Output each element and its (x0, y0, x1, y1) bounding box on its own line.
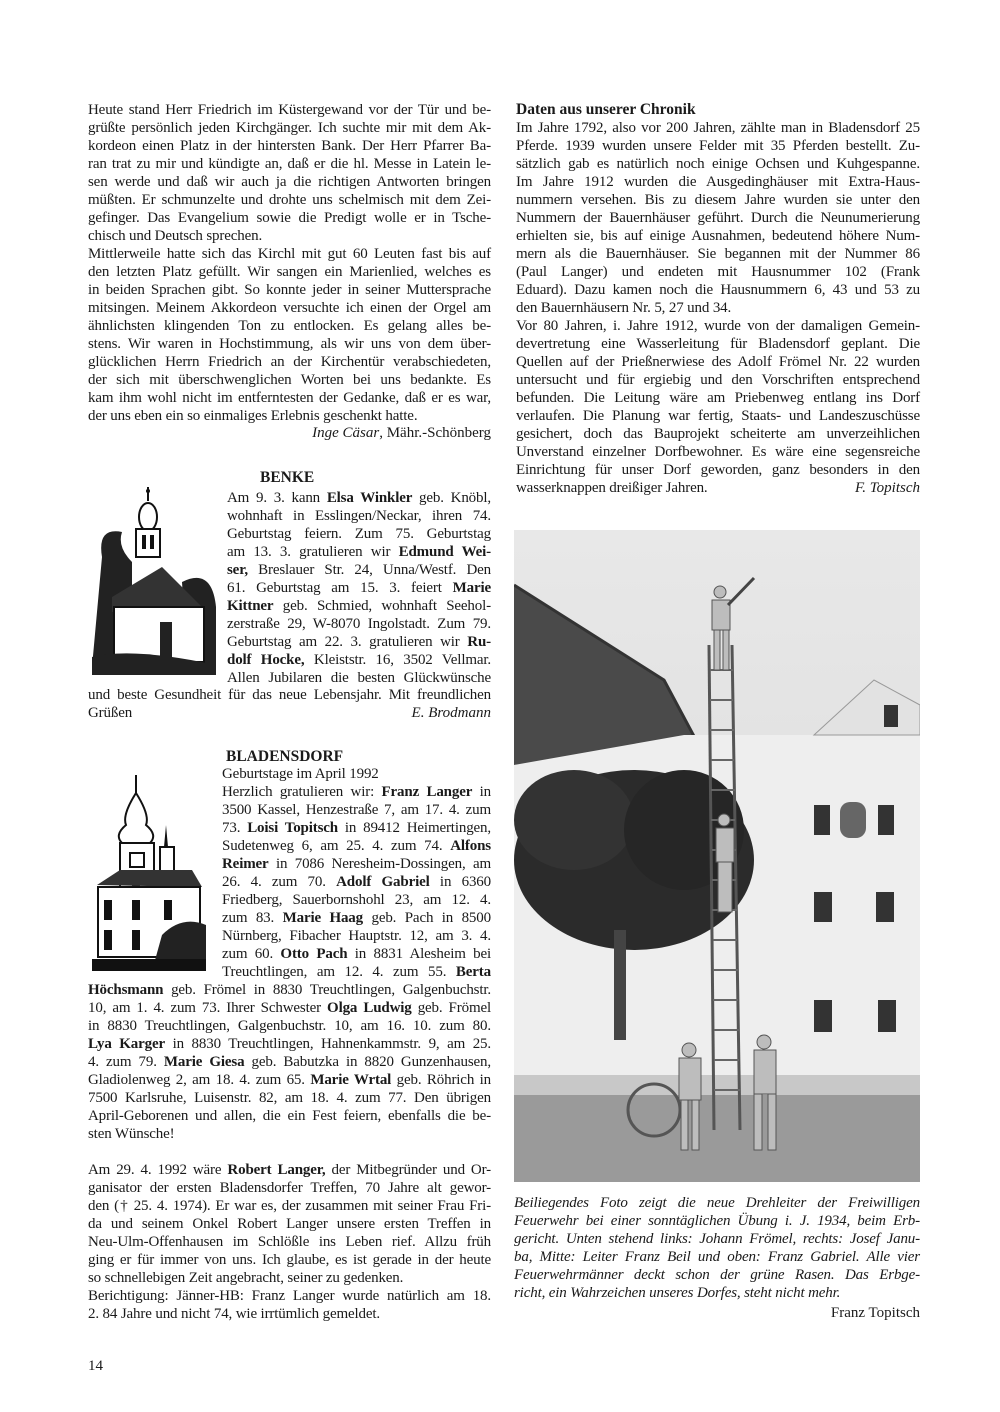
text-line (88, 999, 491, 1017)
text-run: geb. Frömel in 8830 Treuchtlingen, Galgenbuchstr. (163, 982, 491, 998)
text-line (222, 909, 491, 927)
text-run: den († 25. 4. 1974). Er war es, der zusammen mit seiner Frau Fri- (88, 1198, 491, 1214)
text-line (88, 191, 491, 209)
bladensdorf-birthday-text-continued (88, 981, 491, 1143)
text-run: 7500 Karlsruhe, Luisenstr. 82, am 18. 4. zum 77. Den übrigen (88, 1090, 491, 1106)
text-line (88, 245, 491, 263)
text-run: sen werde und daß wir auch ja die richtigen Antworten bringen (88, 174, 491, 190)
text-run: Treuchtlingen, am 12. 4. zum 55. (222, 964, 456, 980)
text-line (516, 245, 920, 263)
text-line (88, 389, 491, 407)
text-line (88, 353, 491, 371)
text-line (222, 819, 491, 837)
text-run: Feuerwehr bei einer sonntäglichen Übung i. J. 1934, beim Erb- (514, 1213, 920, 1229)
text-run: wohnhaft in Esslingen/Neckar, ihren 74. (227, 508, 491, 524)
bold-name: Edmund Wei- (398, 544, 491, 560)
text-run: geb. Frömel (411, 1000, 491, 1016)
text-line (516, 461, 920, 479)
text-line (88, 209, 491, 227)
text-line (88, 1251, 491, 1269)
text-line (88, 1305, 491, 1323)
bold-name: Marie Haag (282, 910, 364, 926)
bold-name: Marie Wrtal (310, 1072, 392, 1088)
text-line (88, 1017, 491, 1035)
text-run: Allen Jubilaren die besten Glückwünsche (227, 670, 491, 686)
text-line (88, 1161, 491, 1179)
text-line (227, 633, 491, 651)
text-line (516, 281, 920, 299)
text-run: der sich mit überschwenglichen Worten bei uns bedankte. Es (88, 372, 491, 388)
text-run: zum 83. (222, 910, 283, 926)
text-line (88, 981, 491, 999)
bold-name: Lya Karger (88, 1036, 166, 1052)
bold-name: Robert Langer, (227, 1162, 326, 1178)
text-run: gericht. Unten stehend links: Johann Frömel, rechts: Josef Janu- (514, 1231, 920, 1247)
text-line (514, 1266, 920, 1284)
text-line (227, 543, 491, 561)
text-run: Kleiststr. 16, 3502 Vellmar. (304, 652, 491, 668)
text-run: Feuerwehrmänner deckt schon der grüne Rasen. Das Erbge- (514, 1267, 920, 1283)
photo-caption (514, 1194, 920, 1302)
text-run: stens. Wir waren in Hochstimmung, als wir uns von dem über- (88, 336, 491, 352)
text-line (516, 191, 920, 209)
text-line (516, 407, 920, 425)
text-run: den letzten Platz gefüllt. Wir sangen ein Marienlied, welches es (88, 264, 491, 280)
text-run: wasserknappen dreißiger Jahren. (516, 480, 708, 496)
text-run: Im Jahre 1912 wurden die Ausgedinghäuser mit Extra-Haus- (516, 174, 920, 190)
text-line (88, 281, 491, 299)
text-run: erhielten sie, bis auf einige Ausnahmen, bedeutend höhere Num- (516, 228, 920, 244)
text-run: müßten. Er schmunzelte und drohte uns schelmisch mit dem Zei- (88, 192, 491, 208)
chronik-text (516, 119, 920, 497)
text-run: Sudetenweg 6, am 25. 4. zum 74. (222, 838, 451, 854)
bold-name: Ru- (467, 634, 491, 650)
text-line (222, 891, 491, 909)
benke-signature-name: E. Brodmann (411, 705, 491, 721)
text-run: ran trat zu mir und kündigte an, daß er die hl. Messe in Latein le- (88, 156, 491, 172)
text-run: Berichtigung: Jänner-HB: Franz Langer wurde natürlich am 18. (88, 1288, 491, 1304)
chronik-heading: Daten aus unserer Chronik (516, 101, 696, 118)
benke-birthday-text (227, 489, 491, 687)
text-line (516, 335, 920, 353)
text-run: ähnlichsten klingenden Ton zu entlocken. Es gelang alles be- (88, 318, 491, 334)
text-line (516, 353, 920, 371)
text-run: den Bauernhäusern Nr. 5, 27 und 34. (516, 300, 732, 316)
bladensdorf-heading: BLADENSDORF (226, 748, 344, 765)
text-run: geb. Pach in 8500 (363, 910, 491, 926)
text-run: Grüßen (88, 705, 133, 721)
bladensdorf-church-illustration (92, 775, 206, 971)
text-line (88, 686, 491, 704)
text-run: devertretung eine Wasserleitung für Bladensdorf geplant. Die (516, 336, 920, 352)
text-run: 10, am 1. 4. zum 73. Ihrer Schwester (88, 1000, 328, 1016)
text-line (88, 371, 491, 389)
text-run: Eduard). Dazu kamen noch die Hausnummern 6, 43 und 53 zu (516, 282, 920, 298)
text-line (227, 597, 491, 615)
text-line (222, 783, 491, 801)
text-run: Geburtstag feiern. Zum 75. Geburtstag (227, 526, 491, 542)
bold-name: Loisi Topitsch (247, 820, 338, 836)
text-run: (Paul Langer) und endeten mit Hausnummer 102 (Frank (516, 264, 920, 280)
text-line (222, 837, 491, 855)
text-run: Nürnberg, Fibacher Hauptstr. 12, am 3. 4. (222, 928, 491, 944)
benke-chapel-illustration (92, 487, 216, 675)
text-run: Friedberg, Sauerbornshohl 23, am 12. 4. (222, 892, 491, 908)
text-line (88, 119, 491, 137)
text-run: in 89412 Heimertingen, (338, 820, 492, 836)
text-run: ganisator der ersten Bladensdorfer Treffen, 70 Jahre alt gewor- (88, 1180, 491, 1196)
text-run: Geburtstag am 22. 3. gratulieren wir (227, 634, 468, 650)
text-run: Heute stand Herr Friedrich im Küstergewand vor der Tür und be- (88, 102, 491, 118)
text-line (222, 873, 491, 891)
bold-name: Berta (455, 964, 491, 980)
text-line (516, 371, 920, 389)
text-line (516, 173, 920, 191)
text-run: geb. Babutzka in 8820 Gunzenhausen, (244, 1054, 491, 1070)
text-run: 61. Geburtstag am 15. 3. feiert (227, 580, 453, 596)
text-run: Mittlerweile hatte sich das Kirchl mit gut 60 Leuten fast bis auf (88, 246, 491, 262)
chronik-signature (516, 479, 920, 497)
text-run: geb. Schmied, wohnhaft Seehol- (273, 598, 491, 614)
text-run: ba, Mitte: Leiter Franz Beil und oben: Franz Gabriel. Alle vier (514, 1249, 920, 1265)
bold-name: Marie Giesa (163, 1054, 245, 1070)
text-line (88, 155, 491, 173)
text-line (88, 227, 491, 245)
signature-place: , Mähr.-Schönberg (379, 425, 491, 441)
text-line (516, 425, 920, 443)
text-run: gefinger. Das Evangelium sowie die Predigt wolle er in Tsche- (88, 210, 491, 226)
text-line (227, 489, 491, 507)
text-run: in 7086 Neresheim-Dossingen, am (268, 856, 491, 872)
text-run: Am 29. 4. 1992 wäre (88, 1162, 228, 1178)
bold-name: Otto Pach (280, 946, 348, 962)
church-visit-signature (88, 424, 491, 442)
text-line (514, 1248, 920, 1266)
chronik-signature-name: F. Topitsch (854, 480, 920, 496)
bold-name: Alfons (450, 838, 491, 854)
text-run: in beiden Sprachen gibt. So konnte jeder in seiner Muttersprache (88, 282, 491, 298)
text-line (88, 1107, 491, 1125)
text-line (88, 173, 491, 191)
bold-name: Adolf Gabriel (336, 874, 430, 890)
text-run: Gladiolenweg 2, am 18. 4. zum 65. (88, 1072, 311, 1088)
text-line (88, 1197, 491, 1215)
bladensdorf-birthday-text (222, 783, 491, 981)
benke-heading: BENKE (260, 469, 315, 486)
text-line (88, 137, 491, 155)
text-run: und beste Gesundheit für das neue Lebensjahr. Mit freundlichen (88, 687, 491, 703)
text-run: grüßte persönlich jeden Kirchgänger. Ich suchte mir mit dem Ak- (88, 120, 491, 136)
text-line (88, 317, 491, 335)
text-line (227, 525, 491, 543)
text-line (516, 155, 920, 173)
text-run: befunden. Die Leitung wäre am Priebenweg entlang ins Dorf (516, 390, 920, 406)
bold-name: Marie (452, 580, 491, 596)
text-line (514, 1284, 920, 1302)
text-run: sten Wünsche! (88, 1126, 175, 1142)
page-number: 14 (88, 1358, 103, 1374)
text-line (88, 299, 491, 317)
bold-name: Reimer (222, 856, 269, 872)
text-line (227, 507, 491, 525)
text-run: zerstraße 29, W-8070 Ingolstadt. Zum 79. (227, 616, 491, 632)
benke-signature (88, 704, 491, 722)
robert-langer-memorial (88, 1161, 491, 1323)
text-line (222, 927, 491, 945)
text-run: richt, ein Wahrzeichen unseres Dorfes, steht nicht mehr. (514, 1285, 841, 1301)
text-run: mern als die Bauernhäuser. Sie begannen mit der Nummer 86 (516, 246, 920, 262)
text-run: Breslauer Str. 24, Unna/Westf. Den (247, 562, 491, 578)
text-run: in 8831 Alesheim bei (347, 946, 491, 962)
text-line (516, 137, 920, 155)
text-line (88, 1179, 491, 1197)
text-line (516, 227, 920, 245)
photo-caption-author (514, 1304, 920, 1322)
bold-name: Franz Langer (381, 784, 473, 800)
text-run: kam ihm wohl nicht im entferntesten der Gedanke, daß er es war, (88, 390, 491, 406)
text-run: nummern versehen. Bis zu diesem Jahre wurden sie unter den (516, 192, 920, 208)
text-line (227, 561, 491, 579)
bold-name: ser, (227, 562, 248, 578)
bladensdorf-subheading-text: Geburtstage im April 1992 (222, 766, 379, 782)
photo-caption-author-name: Franz Topitsch (830, 1305, 920, 1321)
text-run: verlaufen. Die Planung war fertig, Staats- und Landeszuschüsse (516, 408, 920, 424)
text-line (516, 389, 920, 407)
text-run: so schnellebigen Zeit angebracht, seiner zu gedenken. (88, 1270, 404, 1286)
text-run: 2. 84 Jahre und nicht 74, wie irrtümlich gemeldet. (88, 1306, 381, 1322)
text-line (227, 579, 491, 597)
text-run: Pferde. 1939 wurden unsere Felder mit 35 Pferden bestellt. Zu- (516, 138, 920, 154)
text-run: chisch und Deutsch sprechen. (88, 228, 263, 244)
text-line (88, 263, 491, 281)
text-line (88, 101, 491, 119)
text-run: in 8830 Treuchtlingen, Hahnenkammstr. 9, am 25. (165, 1036, 491, 1052)
text-line (88, 1233, 491, 1251)
text-line (88, 1035, 491, 1053)
text-line (222, 945, 491, 963)
text-run: da und seinem Onkel Robert Langer unsere ersten Treffen in (88, 1216, 491, 1232)
text-line (516, 443, 920, 461)
text-line (516, 299, 920, 317)
text-line (88, 1089, 491, 1107)
text-line (88, 1215, 491, 1233)
text-run: sätzlich gab es natürlich noch einige Ochsen und Kuhgespanne. (516, 156, 920, 172)
fire-brigade-photo (514, 530, 920, 1182)
text-run: Quellen auf der Prießnerwiese des Adolf Frömel Nr. 22 wurden (516, 354, 920, 370)
text-run: der Mitbegründer und Or- (325, 1162, 491, 1178)
text-line (514, 1194, 920, 1212)
text-line (88, 407, 491, 425)
text-run: Nummern der Bauernhäuser geführt. Durch die Neunumerierung (516, 210, 920, 226)
text-run: Am 9. 3. kann (227, 490, 327, 506)
text-run: Neu-Ulm-Offenhausen im Schlößle ins Leben rief. Allzu früh (88, 1234, 491, 1250)
text-line (222, 855, 491, 873)
text-run: am 13. 3. gratulieren wir (227, 544, 399, 560)
text-line (516, 209, 920, 227)
text-run: 4. zum 79. (88, 1054, 164, 1070)
text-run: ging er für immer von uns. Ich glaube, es ist gerade in der heute (88, 1252, 491, 1268)
text-run: in (472, 784, 491, 800)
text-run: Einrichtung für unser Dorf geworden, ganz besonders in den (516, 462, 920, 478)
text-run: Unverstand einzelner Dorfbewohner. Es wäre eine segensreiche (516, 444, 920, 460)
text-line (516, 263, 920, 281)
text-line (222, 801, 491, 819)
text-run: der uns eben ein so einmaliges Erlebnis geschenkt hatte. (88, 408, 418, 424)
text-line (222, 963, 491, 981)
bold-name: Kittner (227, 598, 274, 614)
bold-name: Olga Ludwig (327, 1000, 412, 1016)
text-line (88, 1071, 491, 1089)
text-line (227, 615, 491, 633)
text-run: in 8830 Treuchtlingen, Galgenbuchstr. 10, am 16. 10. zum 80. (88, 1018, 491, 1034)
text-run: Im Jahre 1792, also vor 200 Jahren, zählte man in Bladensdorf 25 (516, 120, 920, 136)
text-run: geb. Röhrich in (391, 1072, 491, 1088)
text-run: in 6360 (429, 874, 491, 890)
bold-name: Höchsmann (88, 982, 164, 998)
text-line (88, 1053, 491, 1071)
text-line (227, 669, 491, 687)
text-line (227, 651, 491, 669)
text-run: gesichert, doch das Bauprojekt scheiterte am unverzeihlichen (516, 426, 920, 442)
text-line (88, 1269, 491, 1287)
text-run: untersucht und für ergiebig und den Vorschriften entsprechend (516, 372, 920, 388)
bold-name: dolf Hocke, (227, 652, 305, 668)
text-run: glücklichen Herrn Friedrich an der Kirchentür verabschiedeten, (88, 354, 491, 370)
bladensdorf-subheading (222, 765, 491, 783)
text-run: mitsingen. Meinem Akkordeon versuchte ich einen der Orgel am (88, 300, 491, 316)
text-line (88, 1125, 491, 1143)
text-run: Vor 80 Jahren, i. Jahre 1912, wurde von der damaligen Gemein- (516, 318, 920, 334)
text-run: 26. 4. zum 70. (222, 874, 337, 890)
church-visit-article (88, 101, 491, 425)
text-run: 3500 Kassel, Henzestraße 7, am 17. 4. zum (222, 802, 491, 818)
text-line (88, 1287, 491, 1305)
text-run: geb. Knöbl, (412, 490, 491, 506)
text-line (516, 317, 920, 335)
text-line (516, 119, 920, 137)
text-run: zum 60. (222, 946, 281, 962)
bold-name: Elsa Winkler (326, 490, 413, 506)
text-run: Beiliegendes Foto zeigt die neue Drehleiter der Freiwilligen (514, 1195, 920, 1211)
text-run: Herzlich gratulieren wir: (222, 784, 382, 800)
text-line (88, 335, 491, 353)
signature-author: Inge Cäsar (312, 425, 380, 441)
text-run: kordeon einen Platz in der hintersten Bank. Der Herr Pfarrer Ba- (88, 138, 491, 154)
text-run: 73. (222, 820, 248, 836)
text-line (514, 1230, 920, 1248)
text-line (514, 1212, 920, 1230)
text-run: April-Geborenen und allen, die ein Fest feiern, ebenfalls die be- (88, 1108, 491, 1124)
